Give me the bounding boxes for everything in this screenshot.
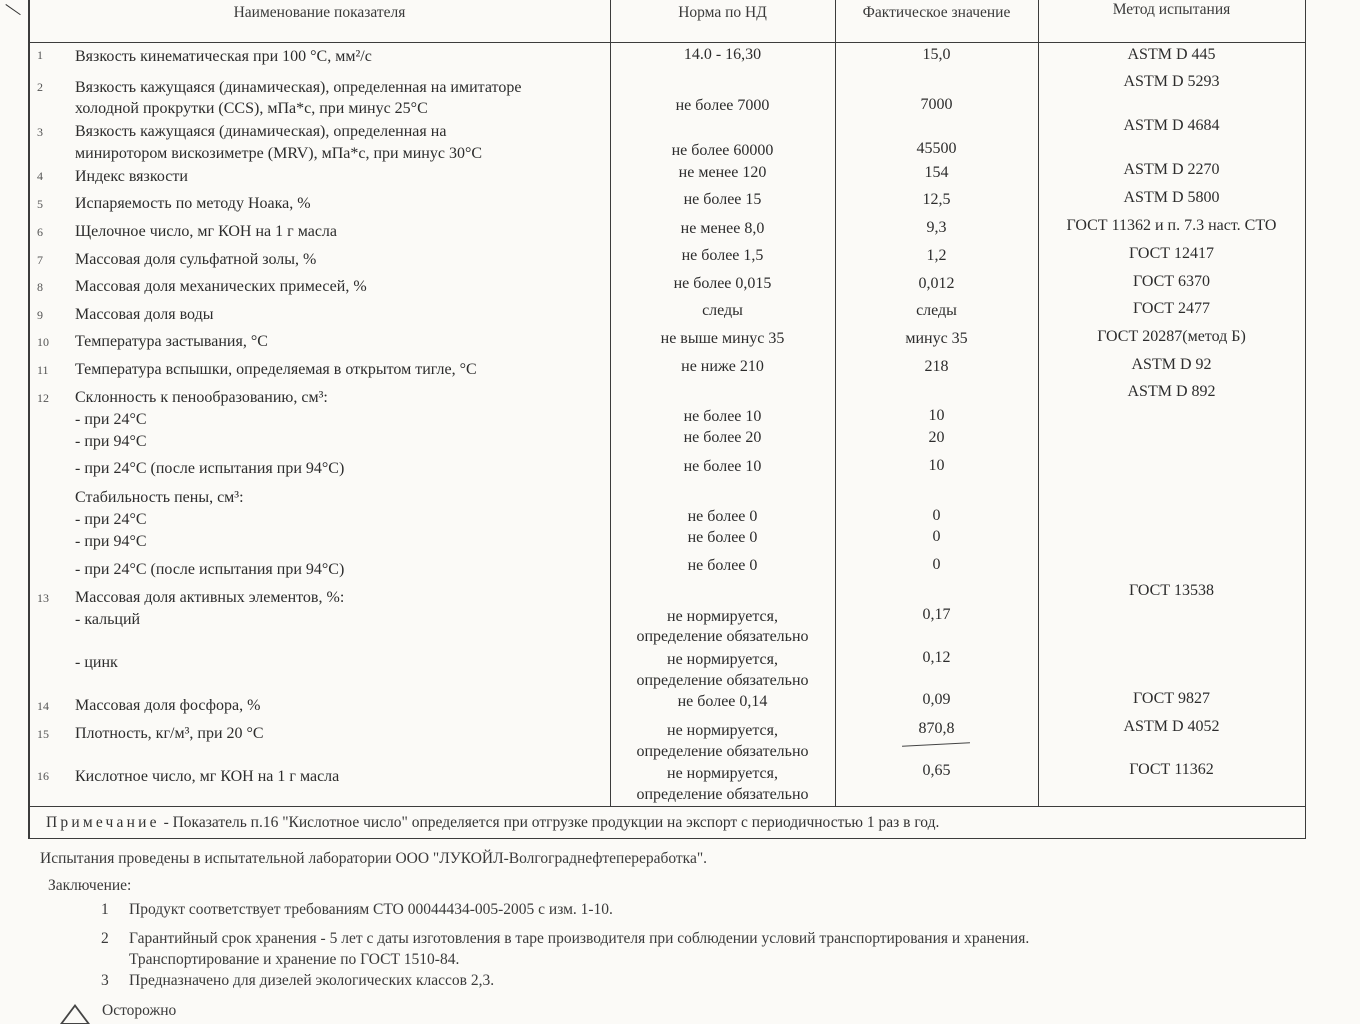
- row-norm: определение обязательно: [636, 786, 809, 803]
- row-norm: не более 0,14: [677, 693, 768, 710]
- row-method: ASTM D 5800: [1123, 189, 1220, 206]
- row-number: 4: [37, 169, 43, 183]
- row-norm: не более 10: [683, 408, 762, 425]
- row-name: Вязкость кажущаяся (динамическая), определенная на имитаторе: [75, 79, 522, 96]
- row-norm: не более 0: [687, 557, 758, 574]
- row-norm: не ниже 210: [681, 358, 764, 375]
- row-actual: 218: [924, 358, 949, 375]
- row-actual: 0,012: [918, 275, 955, 292]
- row-method: ГОСТ 2477: [1132, 300, 1211, 317]
- row-name: Массовая доля механических примесей, %: [75, 278, 367, 295]
- row-name: Вязкость кажущаяся (динамическая), определенная на: [75, 123, 447, 140]
- column-divider-actual: [835, 0, 836, 806]
- row-actual: 0,12: [922, 649, 951, 666]
- row-norm: следы: [702, 302, 743, 319]
- row-name: Щелочное число, мг КОН на 1 г масла: [75, 223, 338, 240]
- row-actual: 12,5: [922, 191, 951, 208]
- row-method: ГОСТ 9827: [1132, 690, 1211, 707]
- row-norm: не нормируется,: [667, 765, 778, 782]
- row-actual: 0: [932, 556, 941, 573]
- conclusion-item-number: 3: [101, 972, 109, 989]
- row-number: 11: [37, 363, 49, 377]
- row-method: ГОСТ 20287(метод Б): [1097, 328, 1246, 345]
- row-actual: следы: [916, 302, 957, 319]
- row-norm: не более 0,015: [673, 275, 772, 292]
- row-name: - цинк: [75, 654, 118, 671]
- row-actual: 154: [924, 164, 949, 181]
- row-number: 15: [37, 727, 49, 741]
- conclusion-item-text: Транспортирование и хранение по ГОСТ 1510-84.: [129, 951, 460, 968]
- conclusion-item-number: 2: [101, 930, 109, 947]
- row-name: Плотность, кг/м³, при 20 °С: [75, 725, 264, 742]
- row-method: ASTM D 4684: [1123, 117, 1220, 134]
- row-name: Массовая доля сульфатной золы, %: [75, 251, 317, 268]
- row-number: 6: [37, 225, 43, 239]
- conclusion-item-text: Гарантийный срок хранения - 5 лет с даты изготовления в таре производителя при соблюдении условий транспортирования и хранения.: [129, 930, 1030, 947]
- row-number: 13: [37, 591, 49, 605]
- table-note: [46, 814, 939, 832]
- row-norm: не более 10: [683, 458, 762, 475]
- conclusion-item-number: 1: [101, 901, 109, 918]
- row-method: ГОСТ 12417: [1128, 245, 1215, 262]
- row-norm: не менее 120: [678, 164, 767, 181]
- row-method: ГОСТ 6370: [1132, 273, 1211, 290]
- row-norm: не более 0: [687, 529, 758, 546]
- row-actual: 7000: [920, 96, 953, 113]
- row-name: Массовая доля фосфора, %: [75, 697, 261, 714]
- row-name: холодной прокрутки (CCS), мПа*с, при минус 25°С: [75, 100, 428, 117]
- row-name: Испаряемость по методу Ноака, %: [75, 195, 311, 212]
- row-norm: не более 20: [683, 429, 762, 446]
- specification-table: [28, 0, 1306, 839]
- row-actual: 9,3: [926, 219, 947, 236]
- header-actual: Фактическое значение: [862, 4, 1011, 21]
- row-norm: определение обязательно: [636, 628, 809, 645]
- row-number: 10: [37, 335, 49, 349]
- row-name: - при 24°С (после испытания при 94°С): [75, 460, 345, 477]
- conclusion-item-text: Предназначено для дизелей экологических классов 2,3.: [129, 972, 495, 989]
- row-method: ASTM D 4052: [1123, 718, 1220, 735]
- caution-label: Осторожно: [102, 1002, 177, 1019]
- row-name: - кальций: [75, 611, 141, 628]
- row-norm: 14.0 - 16,30: [683, 46, 762, 63]
- row-number: 8: [37, 280, 43, 294]
- table-border-bottom: [29, 838, 1305, 839]
- warning-triangle-icon: [60, 1004, 90, 1024]
- header-method: Метод испытания: [1112, 1, 1231, 18]
- note-text: - Показатель п.16 "Кислотное число" определяется при отгрузке продукции на экспорт с периодичностью 1 раз в год.: [159, 814, 940, 831]
- row-name: - при 94°С: [75, 533, 147, 550]
- note-label: Примечание: [46, 814, 160, 831]
- row-method: ASTM D 5293: [1123, 73, 1220, 90]
- row-actual: 10: [928, 457, 945, 474]
- conclusion-item-text: Продукт соответствует требованиям СТО 00044434-005-2005 с изм. 1-10.: [129, 901, 613, 918]
- row-name: - при 24°С: [75, 511, 147, 528]
- row-norm: определение обязательно: [636, 743, 809, 760]
- row-number: 2: [37, 80, 43, 94]
- row-method: ASTM D 445: [1127, 46, 1216, 63]
- row-name: - при 24°С: [75, 411, 147, 428]
- row-name: Массовая доля активных элементов, %:: [75, 589, 345, 606]
- row-number: 7: [37, 253, 43, 267]
- row-actual: 870,8: [918, 720, 955, 737]
- header-name: Наименование показателя: [233, 4, 406, 21]
- table-border-left: [29, 0, 30, 838]
- row-norm: не выше минус 35: [660, 330, 785, 347]
- scan-corner-mark: [0, 4, 21, 27]
- row-method: ASTM D 2270: [1123, 161, 1220, 178]
- row-name: - при 24°С (после испытания при 94°С): [75, 561, 345, 578]
- row-name: - при 94°С: [75, 433, 147, 450]
- row-number: 5: [37, 197, 43, 211]
- row-number: 3: [37, 125, 43, 139]
- row-name: Температура застывания, °С: [75, 333, 268, 350]
- row-number: 9: [37, 308, 43, 322]
- header-norm: Норма по НД: [678, 4, 767, 21]
- row-method: ГОСТ 13538: [1128, 582, 1215, 599]
- header-divider: [29, 42, 1305, 43]
- row-name: Индекс вязкости: [75, 168, 188, 185]
- row-actual: 0,17: [922, 606, 951, 623]
- lab-statement: Испытания проведены в испытательной лаборатории ООО "ЛУКОЙЛ-Волгограднефтепереработка".: [40, 850, 708, 867]
- note-divider: [29, 806, 1305, 807]
- row-actual: 10: [928, 407, 945, 424]
- row-norm: не менее 8,0: [680, 220, 765, 237]
- row-norm: определение обязательно: [636, 672, 809, 689]
- row-name: Кислотное число, мг КОН на 1 г масла: [75, 768, 340, 785]
- row-norm: не более 60000: [671, 142, 774, 159]
- row-number: 1: [37, 48, 43, 62]
- row-norm: не нормируется,: [667, 651, 778, 668]
- row-actual: 0: [932, 507, 941, 524]
- row-norm: не более 7000: [675, 97, 770, 114]
- row-name: миниротором вискозиметре (MRV), мПа*с, при минус 30°С: [75, 145, 483, 162]
- row-method: ГОСТ 11362: [1129, 761, 1214, 778]
- row-number: 12: [37, 391, 49, 405]
- row-method: ASTM D 892: [1127, 383, 1216, 400]
- row-actual: 15,0: [922, 46, 951, 63]
- row-name: Вязкость кинематическая при 100 °С, мм²/с: [75, 48, 372, 65]
- row-name: Стабильность пены, см³:: [75, 489, 244, 506]
- row-actual: минус 35: [905, 330, 968, 347]
- row-method: ГОСТ 11362 и п. 7.3 наст. СТО: [1066, 217, 1277, 234]
- row-method: ASTM D 92: [1131, 356, 1212, 373]
- row-norm: не нормируется,: [667, 722, 778, 739]
- row-name: Температура вспышки, определяемая в открытом тигле, °С: [75, 361, 477, 378]
- row-actual: 1,2: [926, 247, 947, 264]
- row-norm: не нормируется,: [667, 608, 778, 625]
- conclusion-label: Заключение:: [48, 877, 132, 894]
- row-norm: не более 15: [683, 191, 762, 208]
- row-actual: 20: [928, 429, 945, 446]
- row-name: Массовая доля воды: [75, 306, 214, 323]
- row-norm: не более 0: [687, 508, 758, 525]
- row-actual: 0,09: [922, 691, 951, 708]
- row-number: 14: [37, 699, 49, 713]
- row-norm: не более 1,5: [681, 247, 764, 264]
- row-actual: 0,65: [922, 762, 951, 779]
- row-number: 16: [37, 769, 49, 783]
- row-actual: 45500: [916, 140, 957, 157]
- row-actual: 0: [932, 528, 941, 545]
- row-name: Склонность к пенообразованию, см³:: [75, 389, 328, 406]
